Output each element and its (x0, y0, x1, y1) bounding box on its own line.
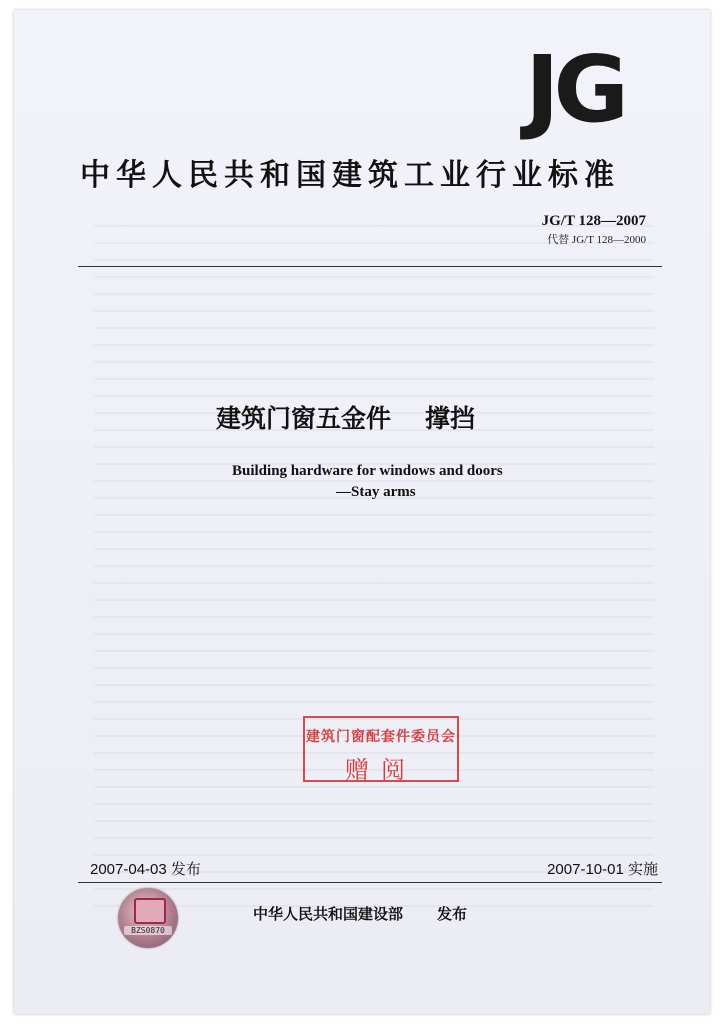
publisher-name: 中华人民共和国建设部 (253, 905, 404, 923)
chinese-title (216, 399, 475, 435)
bottom-rule (78, 882, 662, 883)
stamp-gift-text: 赠阅 (345, 756, 417, 784)
publisher (253, 903, 467, 924)
seal-code: BZS0870 (124, 926, 172, 935)
english-title-line1: Building hardware for windows and doors (232, 463, 503, 479)
stamp-committee-text: 建筑门窗配套件委员会 (306, 729, 456, 745)
chinese-title-main: 建筑门窗五金件 (216, 404, 392, 433)
standard-replaces: 代替 JG/T 128—2000 (547, 234, 646, 246)
header-title: 中华人民共和国建筑工业行业标准 (80, 158, 620, 193)
hologram-seal (118, 888, 178, 948)
top-rule (78, 266, 662, 267)
bleed-through-text (94, 215, 654, 915)
seal-emblem-icon (134, 898, 166, 924)
jg-logo: JG (525, 36, 623, 143)
implementation-date: 2007-10-01 实施 (547, 861, 658, 878)
publisher-action: 发布 (437, 905, 468, 923)
english-title-line2: —Stay arms (336, 484, 416, 500)
standard-number: JG/T 128—2007 (541, 213, 646, 229)
red-stamp (303, 716, 459, 782)
chinese-title-sub: 撑挡 (425, 404, 476, 433)
issue-date: 2007-04-03 发布 (90, 861, 201, 878)
